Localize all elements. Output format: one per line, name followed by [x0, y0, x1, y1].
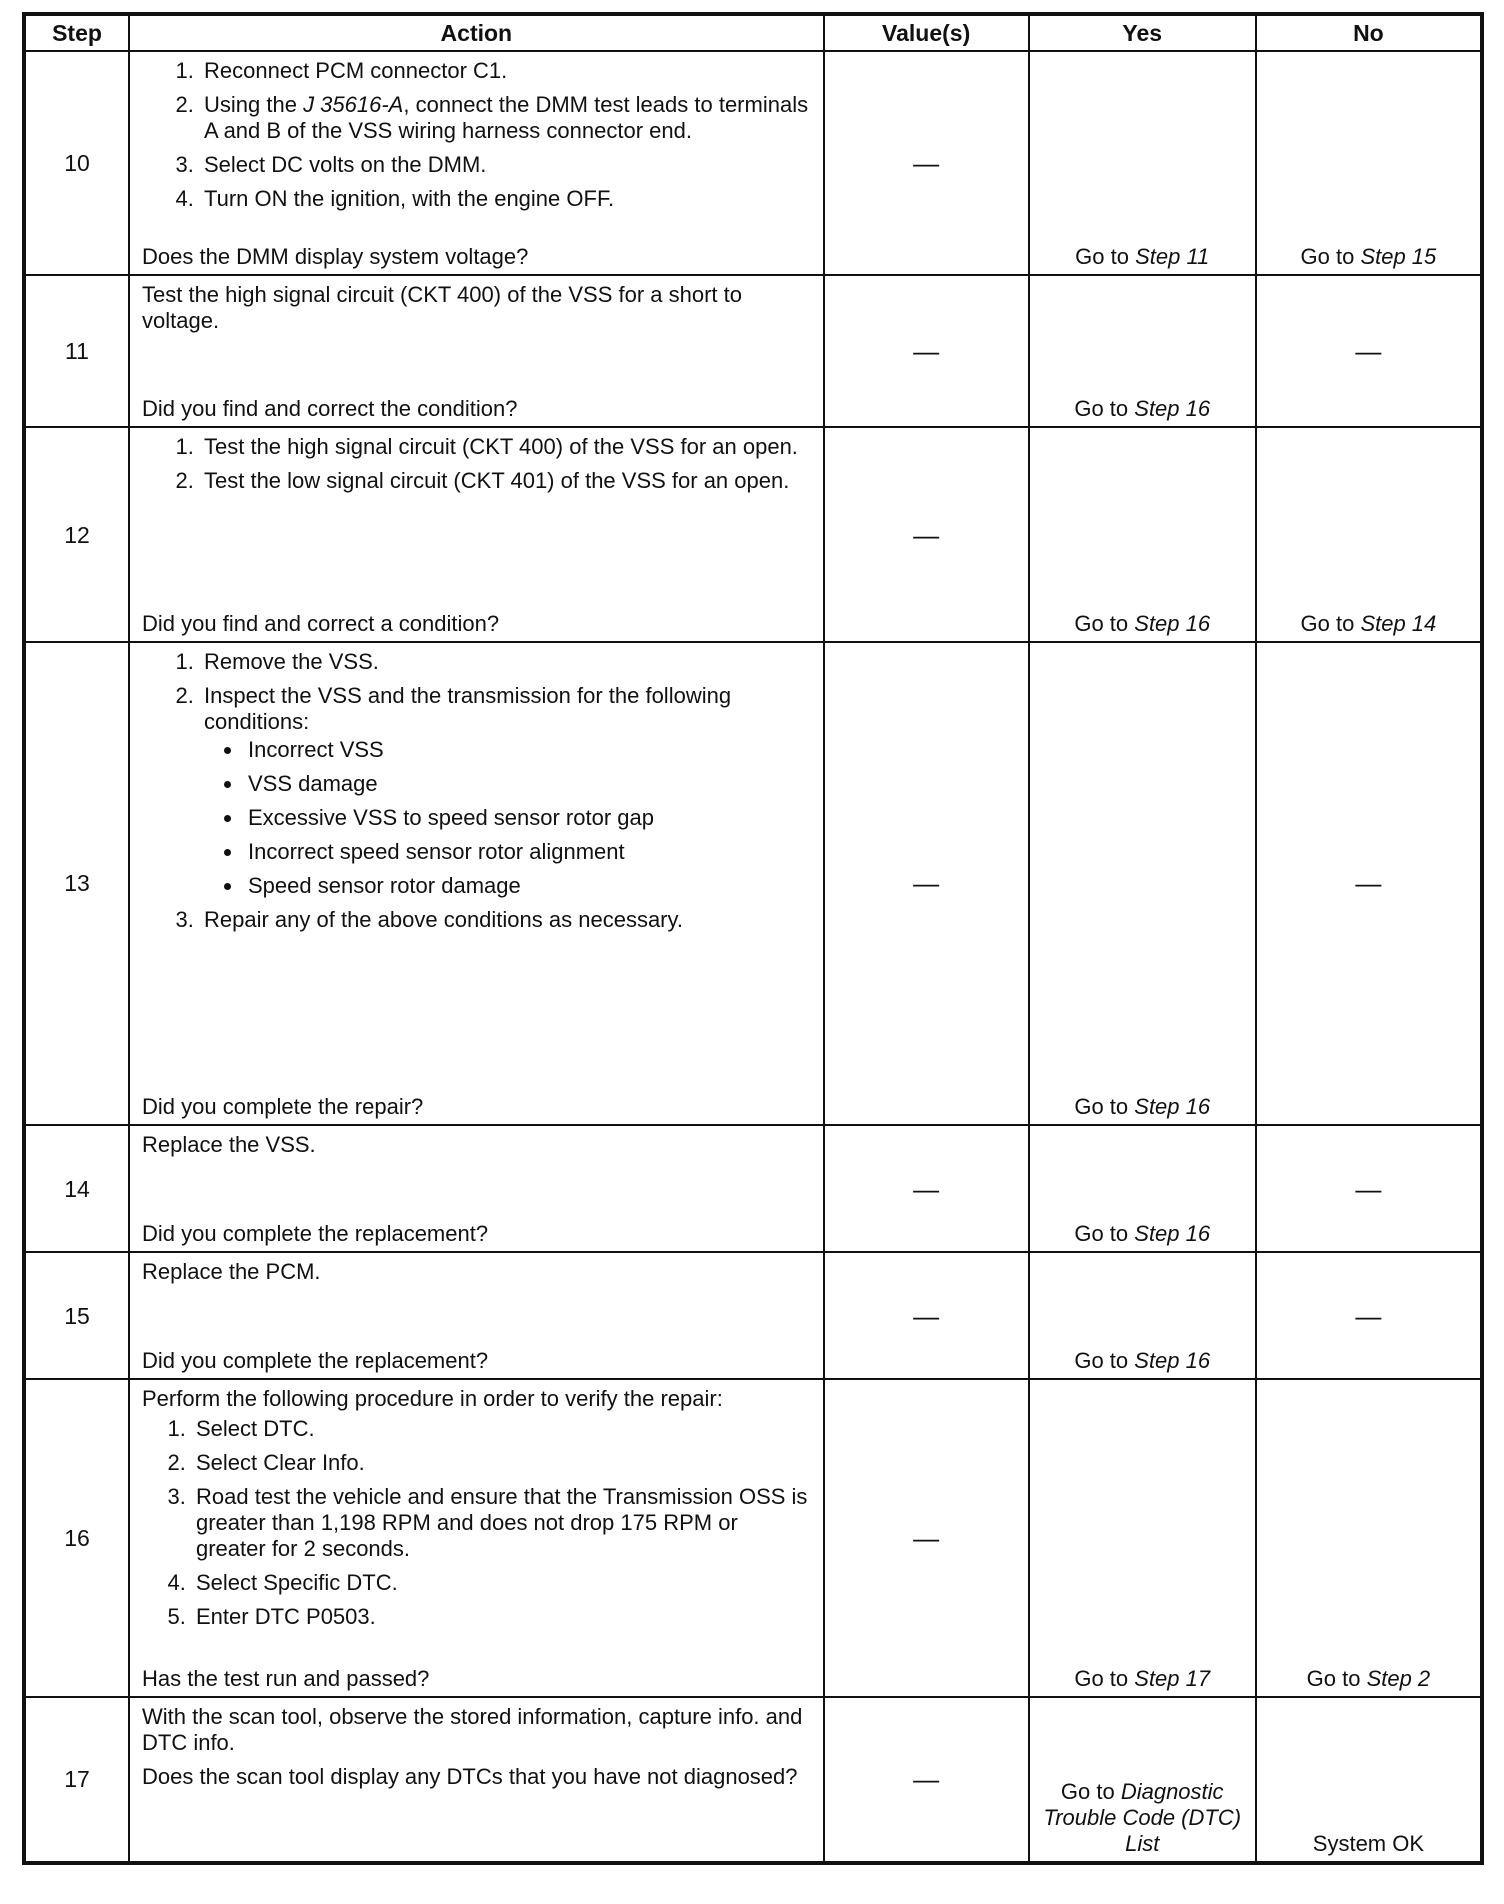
- yes-prefix: Go to: [1060, 1779, 1121, 1804]
- yes-prefix: Go to: [1074, 610, 1135, 636]
- value-cell: —: [824, 275, 1029, 427]
- yes-step-link[interactable]: Step 17: [1134, 1665, 1211, 1691]
- yes-step-link[interactable]: Step 16: [1134, 1094, 1211, 1120]
- action-step: 5. Enter DTC P0503.: [192, 1604, 813, 1630]
- yes-cell: [1029, 1252, 1256, 1379]
- action-step: 3. Road test the vehicle and ensure that the Transmission OSS is greater than 1,198 RPM and does not drop 175 RPM or greater for 2 seconds.: [192, 1484, 813, 1562]
- yes-prefix: Go to: [1075, 244, 1136, 270]
- yes-cell: [1029, 275, 1256, 427]
- action-step: 1. Select DTC.: [192, 1416, 813, 1442]
- yes-step-link[interactable]: Step 16: [1134, 396, 1211, 422]
- step-number: 10: [25, 51, 129, 275]
- conditions-list: [204, 737, 813, 899]
- yes-cell: [1029, 427, 1256, 641]
- yes-step-link[interactable]: Step 16: [1134, 1221, 1211, 1247]
- action-step: [200, 92, 813, 144]
- no-prefix: Go to: [1306, 1665, 1367, 1691]
- action-step: 2. Select Clear Info.: [192, 1450, 813, 1476]
- condition-item: • Excessive VSS to speed sensor rotor gap: [244, 805, 813, 831]
- action-cell: [129, 427, 824, 641]
- action-question: Did you complete the replacement?: [142, 1348, 489, 1374]
- table-row-step-13: [25, 642, 1481, 1126]
- table-row-step-15: [25, 1252, 1481, 1379]
- action-step: 3. Select DC volts on the DMM.: [200, 152, 813, 178]
- action-steps-list: [142, 1416, 813, 1630]
- yes-cell: [1029, 642, 1256, 1126]
- action-steps-list: [142, 649, 813, 933]
- no-prefix: Go to: [1300, 244, 1361, 270]
- table-row-step-14: [25, 1125, 1481, 1252]
- no-cell: —: [1256, 275, 1481, 427]
- no-cell: —: [1256, 642, 1481, 1126]
- no-cell: [1256, 427, 1481, 641]
- no-step-link[interactable]: Step 2: [1366, 1665, 1431, 1691]
- condition-item: • Speed sensor rotor damage: [244, 873, 813, 899]
- step-number: 15: [25, 1252, 129, 1379]
- diagnostic-table-sheet: [22, 12, 1484, 1865]
- yes-prefix: Go to: [1074, 1665, 1135, 1691]
- no-step-link[interactable]: Step 14: [1360, 610, 1437, 636]
- condition-item: • Incorrect speed sensor rotor alignment: [244, 839, 813, 865]
- no-cell: System OK: [1256, 1697, 1481, 1862]
- action-step: 4. Select Specific DTC.: [192, 1570, 813, 1596]
- yes-cell: [1029, 1379, 1256, 1696]
- header-action: Action: [129, 15, 824, 51]
- step-number: 16: [25, 1379, 129, 1696]
- action-question: Did you complete the repair?: [142, 1094, 424, 1120]
- action-step: [200, 683, 813, 899]
- action-steps-list: [142, 58, 813, 212]
- action-step-text: Inspect the VSS and the transmission for the following conditions:: [204, 682, 732, 734]
- step-number: 11: [25, 275, 129, 427]
- yes-cell: [1029, 1697, 1256, 1862]
- step-number: 17: [25, 1697, 129, 1862]
- yes-step-link[interactable]: Step 11: [1135, 244, 1210, 270]
- action-question: Did you find and correct a condition?: [142, 610, 500, 636]
- dtc-list-link[interactable]: Diagnostic Trouble Code (DTC) List: [1043, 1779, 1242, 1856]
- value-cell: —: [824, 642, 1029, 1126]
- yes-cell: [1029, 51, 1256, 275]
- yes-prefix: Go to: [1074, 1221, 1135, 1247]
- diagnostic-steps-table: [24, 14, 1482, 1863]
- action-cell: [129, 642, 824, 1126]
- no-cell: [1256, 51, 1481, 275]
- header-yes: Yes: [1029, 15, 1256, 51]
- yes-step-link[interactable]: Step 16: [1134, 1348, 1211, 1374]
- value-cell: —: [824, 1379, 1029, 1696]
- header-no: No: [1256, 15, 1481, 51]
- no-cell: [1256, 1379, 1481, 1696]
- yes-cell: [1029, 1125, 1256, 1252]
- value-cell: —: [824, 1697, 1029, 1862]
- no-prefix: Go to: [1300, 610, 1361, 636]
- yes-prefix: Go to: [1074, 396, 1135, 422]
- action-step: 2. Test the low signal circuit (CKT 401) of the VSS for an open.: [200, 468, 813, 494]
- action-text: Replace the VSS.: [142, 1132, 316, 1158]
- action-step: 1. Remove the VSS.: [200, 649, 813, 675]
- no-cell: —: [1256, 1125, 1481, 1252]
- action-question: Does the DMM display system voltage?: [142, 244, 529, 270]
- action-cell: [129, 1697, 824, 1862]
- action-cell: [129, 275, 824, 427]
- action-cell: [129, 51, 824, 275]
- condition-item: • VSS damage: [244, 771, 813, 797]
- action-text: Test the high signal circuit (CKT 400) of the VSS for a short to voltage.: [142, 282, 742, 334]
- step-number: 13: [25, 642, 129, 1126]
- value-cell: —: [824, 1125, 1029, 1252]
- no-step-link[interactable]: Step 15: [1360, 244, 1437, 270]
- action-cell: [129, 1379, 824, 1696]
- action-cell: [129, 1252, 824, 1379]
- action-cell: [129, 1125, 824, 1252]
- action-question: Does the scan tool display any DTCs that you have not diagnosed?: [142, 1763, 798, 1789]
- table-row-step-10: [25, 51, 1481, 275]
- step-number: 12: [25, 427, 129, 641]
- action-question: Did you complete the replacement?: [142, 1221, 489, 1247]
- value-cell: —: [824, 1252, 1029, 1379]
- yes-prefix: Go to: [1074, 1094, 1135, 1120]
- action-question: Did you find and correct the condition?: [142, 396, 518, 422]
- value-cell: —: [824, 427, 1029, 641]
- condition-item: • Incorrect VSS: [244, 737, 813, 763]
- step-number: 14: [25, 1125, 129, 1252]
- action-step: 4. Turn ON the ignition, with the engine OFF.: [200, 186, 813, 212]
- action-step: 1. Test the high signal circuit (CKT 400) of the VSS for an open.: [200, 434, 813, 460]
- action-text: Replace the PCM.: [142, 1259, 321, 1285]
- action-text: Perform the following procedure in order to verify the repair:: [142, 1386, 723, 1412]
- table-row-step-11: [25, 275, 1481, 427]
- table-header-row: [25, 15, 1481, 51]
- table-row-step-12: [25, 427, 1481, 641]
- action-step: 3. Repair any of the above conditions as necessary.: [200, 907, 813, 933]
- yes-step-link[interactable]: Step 16: [1134, 610, 1211, 636]
- action-step-text: Using the: [204, 92, 304, 117]
- action-steps-list: [142, 434, 813, 494]
- value-cell: —: [824, 51, 1029, 275]
- yes-prefix: Go to: [1074, 1348, 1135, 1374]
- action-question: Has the test run and passed?: [142, 1665, 430, 1691]
- no-cell: —: [1256, 1252, 1481, 1379]
- action-step-text: , connect the DMM test leads to terminals A and B of the VSS wiring harness connector end.: [204, 92, 809, 143]
- action-step: 1. Reconnect PCM connector C1.: [200, 58, 813, 84]
- header-step: Step: [25, 15, 129, 51]
- table-row-step-16: [25, 1379, 1481, 1696]
- tool-reference: J 35616-A: [303, 92, 404, 117]
- header-values: Value(s): [824, 15, 1029, 51]
- table-row-step-17: [25, 1697, 1481, 1862]
- action-text: With the scan tool, observe the stored information, capture info. and DTC info.: [142, 1703, 803, 1755]
